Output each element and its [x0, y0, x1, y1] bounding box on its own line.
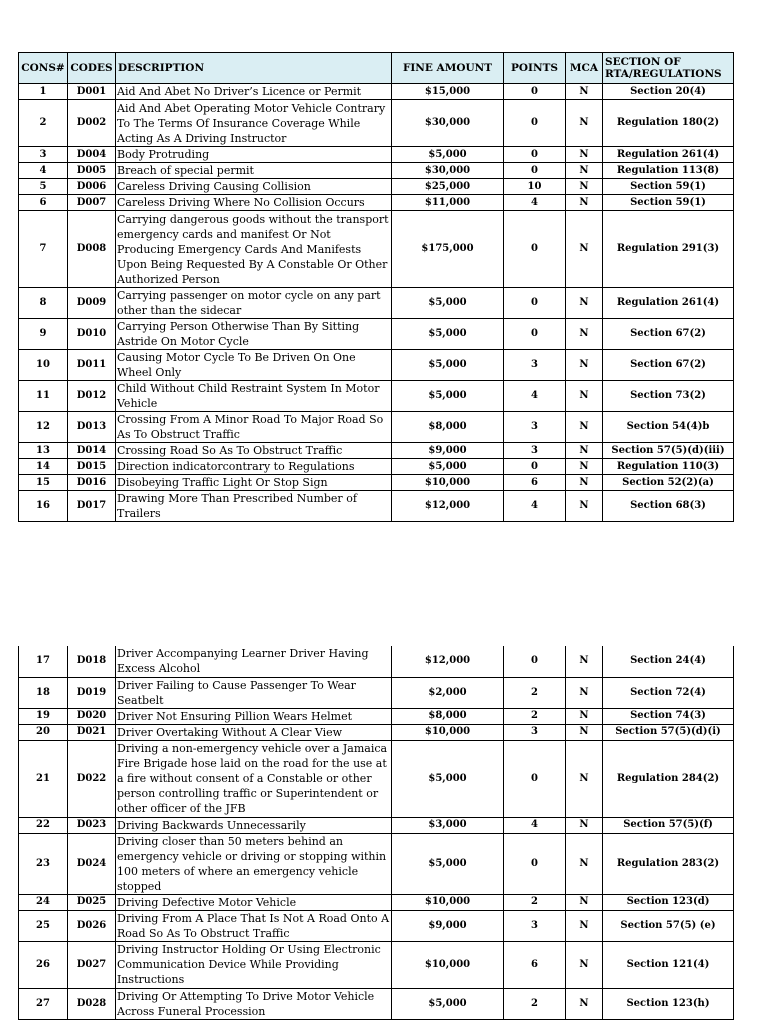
cell-section: Section 24(4)	[603, 646, 734, 677]
cell-mca: N	[566, 412, 603, 443]
cell-description: Aid And Abet No Driver’s Licence or Permit	[116, 84, 392, 100]
header-row	[19, 53, 734, 84]
cell-points: 0	[504, 211, 566, 288]
cell-cons: 3	[19, 147, 68, 163]
table-row	[19, 211, 734, 288]
cell-fine-amount: $3,000	[392, 817, 504, 833]
cell-description: Causing Motor Cycle To Be Driven On One Wheel Only	[116, 350, 392, 381]
cell-cons: 26	[19, 941, 68, 988]
table-row	[19, 740, 734, 817]
cell-points: 2	[504, 677, 566, 708]
cell-cons: 6	[19, 195, 68, 211]
cell-description: Carrying passenger on motor cycle on any part other than the sidecar	[116, 288, 392, 319]
cell-section: Section 74(3)	[603, 708, 734, 724]
cell-fine-amount: $10,000	[392, 894, 504, 910]
cell-mca: N	[566, 817, 603, 833]
cell-code: D008	[68, 211, 116, 288]
cell-cons: 1	[19, 84, 68, 100]
cell-fine-amount: $5,000	[392, 740, 504, 817]
cell-points: 3	[504, 443, 566, 459]
cell-section: Regulation 284(2)	[603, 740, 734, 817]
cell-mca: N	[566, 459, 603, 475]
cell-section: Section 67(2)	[603, 350, 734, 381]
header-mca: MCA	[566, 53, 603, 84]
cell-description: Carrying Person Otherwise Than By Sitting Astride On Motor Cycle	[116, 319, 392, 350]
cell-section: Section 57(5)(d)(iii)	[603, 443, 734, 459]
table-row	[19, 100, 734, 147]
cell-description: Driving closer than 50 meters behind an emergency vehicle or driving or stopping within 100 meters of where an emergency vehicle stopped	[116, 833, 392, 894]
cell-section: Section 57(5) (e)	[603, 910, 734, 941]
cell-points: 6	[504, 941, 566, 988]
cell-section: Section 20(4)	[603, 84, 734, 100]
cell-code: D001	[68, 84, 116, 100]
cell-mca: N	[566, 677, 603, 708]
cell-code: D006	[68, 179, 116, 195]
table-row	[19, 163, 734, 179]
cell-description: Direction indicatorcontrary to Regulations	[116, 459, 392, 475]
cell-description: Driver Not Ensuring Pillion Wears Helmet	[116, 708, 392, 724]
header-description: DESCRIPTION	[116, 53, 392, 84]
cell-mca: N	[566, 443, 603, 459]
cell-points: 0	[504, 100, 566, 147]
cell-cons: 2	[19, 100, 68, 147]
table-row	[19, 381, 734, 412]
cell-cons: 17	[19, 646, 68, 677]
table-row	[19, 443, 734, 459]
cell-fine-amount: $175,000	[392, 211, 504, 288]
cell-mca: N	[566, 163, 603, 179]
table-row	[19, 491, 734, 522]
fines-table-bottom	[18, 646, 734, 1020]
cell-fine-amount: $5,000	[392, 319, 504, 350]
cell-description: Driver Overtaking Without A Clear View	[116, 724, 392, 740]
cell-cons: 14	[19, 459, 68, 475]
cell-fine-amount: $5,000	[392, 288, 504, 319]
cell-mca: N	[566, 288, 603, 319]
cell-code: D020	[68, 708, 116, 724]
cell-points: 6	[504, 475, 566, 491]
table-row	[19, 195, 734, 211]
cell-section: Section 59(1)	[603, 179, 734, 195]
cell-code: D011	[68, 350, 116, 381]
table-row	[19, 894, 734, 910]
cell-description: Driving From A Place That Is Not A Road Onto A Road So As To Obstruct Traffic	[116, 910, 392, 941]
cell-points: 3	[504, 910, 566, 941]
cell-code: D024	[68, 833, 116, 894]
cell-fine-amount: $8,000	[392, 412, 504, 443]
cell-code: D018	[68, 646, 116, 677]
cell-description: Driving Backwards Unnecessarily	[116, 817, 392, 833]
cell-cons: 8	[19, 288, 68, 319]
cell-code: D004	[68, 147, 116, 163]
table-row	[19, 833, 734, 894]
cell-description: Disobeying Traffic Light Or Stop Sign	[116, 475, 392, 491]
cell-fine-amount: $25,000	[392, 179, 504, 195]
cell-mca: N	[566, 894, 603, 910]
cell-description: Driver Accompanying Learner Driver Having Excess Alcohol	[116, 646, 392, 677]
cell-description: Careless Driving Where No Collision Occurs	[116, 195, 392, 211]
table-row	[19, 475, 734, 491]
cell-mca: N	[566, 475, 603, 491]
cell-section: Regulation 261(4)	[603, 147, 734, 163]
cell-code: D014	[68, 443, 116, 459]
table-row	[19, 941, 734, 988]
cell-description: Carrying dangerous goods without the transport emergency cards and manifest Or Not Producing Emergency Cards And Manifests Upon Being Requested By A Constable Or Other Authorized Person	[116, 211, 392, 288]
cell-code: D028	[68, 988, 116, 1019]
cell-points: 2	[504, 708, 566, 724]
table-row	[19, 288, 734, 319]
cell-code: D009	[68, 288, 116, 319]
header-points: POINTS	[504, 53, 566, 84]
cell-section: Section 68(3)	[603, 491, 734, 522]
table-row	[19, 708, 734, 724]
cell-fine-amount: $11,000	[392, 195, 504, 211]
cell-section: Regulation 261(4)	[603, 288, 734, 319]
cell-fine-amount: $5,000	[392, 988, 504, 1019]
cell-points: 2	[504, 988, 566, 1019]
cell-fine-amount: $2,000	[392, 677, 504, 708]
cell-code: D016	[68, 475, 116, 491]
cell-fine-amount: $15,000	[392, 84, 504, 100]
cell-section: Section 52(2)(a)	[603, 475, 734, 491]
cell-fine-amount: $10,000	[392, 475, 504, 491]
cell-code: D019	[68, 677, 116, 708]
cell-cons: 21	[19, 740, 68, 817]
cell-section: Regulation 180(2)	[603, 100, 734, 147]
cell-description: Driving Instructor Holding Or Using Electronic Communication Device While Providing Instructions	[116, 941, 392, 988]
cell-description: Driver Failing to Cause Passenger To Wear Seatbelt	[116, 677, 392, 708]
cell-code: D012	[68, 381, 116, 412]
cell-code: D013	[68, 412, 116, 443]
cell-cons: 25	[19, 910, 68, 941]
cell-code: D005	[68, 163, 116, 179]
cell-cons: 16	[19, 491, 68, 522]
header-fine-amount: FINE AMOUNT	[392, 53, 504, 84]
cell-points: 3	[504, 350, 566, 381]
cell-code: D002	[68, 100, 116, 147]
cell-points: 0	[504, 740, 566, 817]
cell-section: Regulation 110(3)	[603, 459, 734, 475]
header-cons: CONS#	[19, 53, 68, 84]
cell-code: D026	[68, 910, 116, 941]
cell-mca: N	[566, 988, 603, 1019]
cell-section: Section 67(2)	[603, 319, 734, 350]
cell-code: D025	[68, 894, 116, 910]
cell-description: Crossing From A Minor Road To Major Road So As To Obstruct Traffic	[116, 412, 392, 443]
table-row	[19, 147, 734, 163]
cell-description: Aid And Abet Operating Motor Vehicle Contrary To The Terms Of Insurance Coverage While Acting As A Driving Instructor	[116, 100, 392, 147]
cell-description: Body Protruding	[116, 147, 392, 163]
cell-section: Section 123(h)	[603, 988, 734, 1019]
cell-section: Regulation 291(3)	[603, 211, 734, 288]
cell-fine-amount: $5,000	[392, 350, 504, 381]
cell-mca: N	[566, 319, 603, 350]
cell-description: Child Without Child Restraint System In Motor Vehicle	[116, 381, 392, 412]
cell-fine-amount: $12,000	[392, 491, 504, 522]
cell-fine-amount: $9,000	[392, 910, 504, 941]
cell-points: 0	[504, 147, 566, 163]
cell-mca: N	[566, 211, 603, 288]
cell-code: D010	[68, 319, 116, 350]
cell-cons: 15	[19, 475, 68, 491]
table-row	[19, 412, 734, 443]
cell-fine-amount: $10,000	[392, 941, 504, 988]
cell-description: Crossing Road So As To Obstruct Traffic	[116, 443, 392, 459]
table-row	[19, 910, 734, 941]
cell-fine-amount: $5,000	[392, 381, 504, 412]
cell-fine-amount: $9,000	[392, 443, 504, 459]
cell-points: 0	[504, 84, 566, 100]
cell-mca: N	[566, 491, 603, 522]
cell-mca: N	[566, 350, 603, 381]
table-row	[19, 350, 734, 381]
cell-points: 3	[504, 724, 566, 740]
cell-mca: N	[566, 646, 603, 677]
cell-points: 0	[504, 646, 566, 677]
cell-section: Regulation 283(2)	[603, 833, 734, 894]
cell-points: 10	[504, 179, 566, 195]
cell-mca: N	[566, 179, 603, 195]
header-codes: CODES	[68, 53, 116, 84]
cell-cons: 4	[19, 163, 68, 179]
cell-cons: 23	[19, 833, 68, 894]
cell-mca: N	[566, 708, 603, 724]
cell-mca: N	[566, 147, 603, 163]
cell-cons: 12	[19, 412, 68, 443]
cell-cons: 9	[19, 319, 68, 350]
cell-mca: N	[566, 724, 603, 740]
cell-mca: N	[566, 833, 603, 894]
cell-description: Driving a non-emergency vehicle over a Jamaica Fire Brigade hose laid on the road for the use at a fire without consent of a Constable or other person controlling traffic or Superintendent or other officer of the JFB	[116, 740, 392, 817]
cell-fine-amount: $8,000	[392, 708, 504, 724]
cell-fine-amount: $30,000	[392, 100, 504, 147]
cell-cons: 13	[19, 443, 68, 459]
cell-cons: 18	[19, 677, 68, 708]
cell-description: Breach of special permit	[116, 163, 392, 179]
fines-table-top	[18, 52, 734, 522]
cell-mca: N	[566, 910, 603, 941]
cell-cons: 22	[19, 817, 68, 833]
cell-points: 0	[504, 459, 566, 475]
cell-cons: 7	[19, 211, 68, 288]
cell-section: Section 72(4)	[603, 677, 734, 708]
cell-cons: 10	[19, 350, 68, 381]
cell-section: Section 57(5)(d)(i)	[603, 724, 734, 740]
cell-fine-amount: $10,000	[392, 724, 504, 740]
header-section: SECTION OF RTA/REGULATIONS	[603, 53, 734, 84]
cell-cons: 5	[19, 179, 68, 195]
cell-fine-amount: $12,000	[392, 646, 504, 677]
cell-description: Driving Or Attempting To Drive Motor Vehicle Across Funeral Procession	[116, 988, 392, 1019]
cell-points: 0	[504, 288, 566, 319]
cell-points: 4	[504, 195, 566, 211]
table-row	[19, 179, 734, 195]
table-row	[19, 84, 734, 100]
table-row	[19, 817, 734, 833]
cell-mca: N	[566, 100, 603, 147]
cell-section: Section 73(2)	[603, 381, 734, 412]
cell-description: Careless Driving Causing Collision	[116, 179, 392, 195]
cell-points: 4	[504, 817, 566, 833]
cell-points: 4	[504, 381, 566, 412]
table-row	[19, 459, 734, 475]
cell-mca: N	[566, 84, 603, 100]
cell-fine-amount: $5,000	[392, 459, 504, 475]
cell-code: D007	[68, 195, 116, 211]
cell-points: 0	[504, 163, 566, 179]
cell-points: 2	[504, 894, 566, 910]
cell-mca: N	[566, 195, 603, 211]
cell-description: Driving Defective Motor Vehicle	[116, 894, 392, 910]
cell-section: Section 59(1)	[603, 195, 734, 211]
table-row	[19, 319, 734, 350]
cell-section: Section 57(5)(f)	[603, 817, 734, 833]
table-row	[19, 724, 734, 740]
cell-code: D021	[68, 724, 116, 740]
table-row	[19, 646, 734, 677]
cell-points: 0	[504, 319, 566, 350]
cell-cons: 19	[19, 708, 68, 724]
cell-cons: 20	[19, 724, 68, 740]
table-row	[19, 988, 734, 1019]
cell-code: D023	[68, 817, 116, 833]
cell-points: 3	[504, 412, 566, 443]
cell-mca: N	[566, 381, 603, 412]
cell-points: 0	[504, 833, 566, 894]
cell-section: Section 54(4)b	[603, 412, 734, 443]
cell-code: D015	[68, 459, 116, 475]
cell-mca: N	[566, 941, 603, 988]
cell-mca: N	[566, 740, 603, 817]
cell-code: D022	[68, 740, 116, 817]
cell-code: D027	[68, 941, 116, 988]
cell-fine-amount: $5,000	[392, 147, 504, 163]
cell-cons: 27	[19, 988, 68, 1019]
cell-fine-amount: $5,000	[392, 833, 504, 894]
cell-section: Section 123(d)	[603, 894, 734, 910]
cell-code: D017	[68, 491, 116, 522]
cell-description: Drawing More Than Prescribed Number of Trailers	[116, 491, 392, 522]
cell-cons: 24	[19, 894, 68, 910]
cell-cons: 11	[19, 381, 68, 412]
table-row	[19, 677, 734, 708]
cell-points: 4	[504, 491, 566, 522]
cell-section: Section 121(4)	[603, 941, 734, 988]
cell-section: Regulation 113(8)	[603, 163, 734, 179]
cell-fine-amount: $30,000	[392, 163, 504, 179]
